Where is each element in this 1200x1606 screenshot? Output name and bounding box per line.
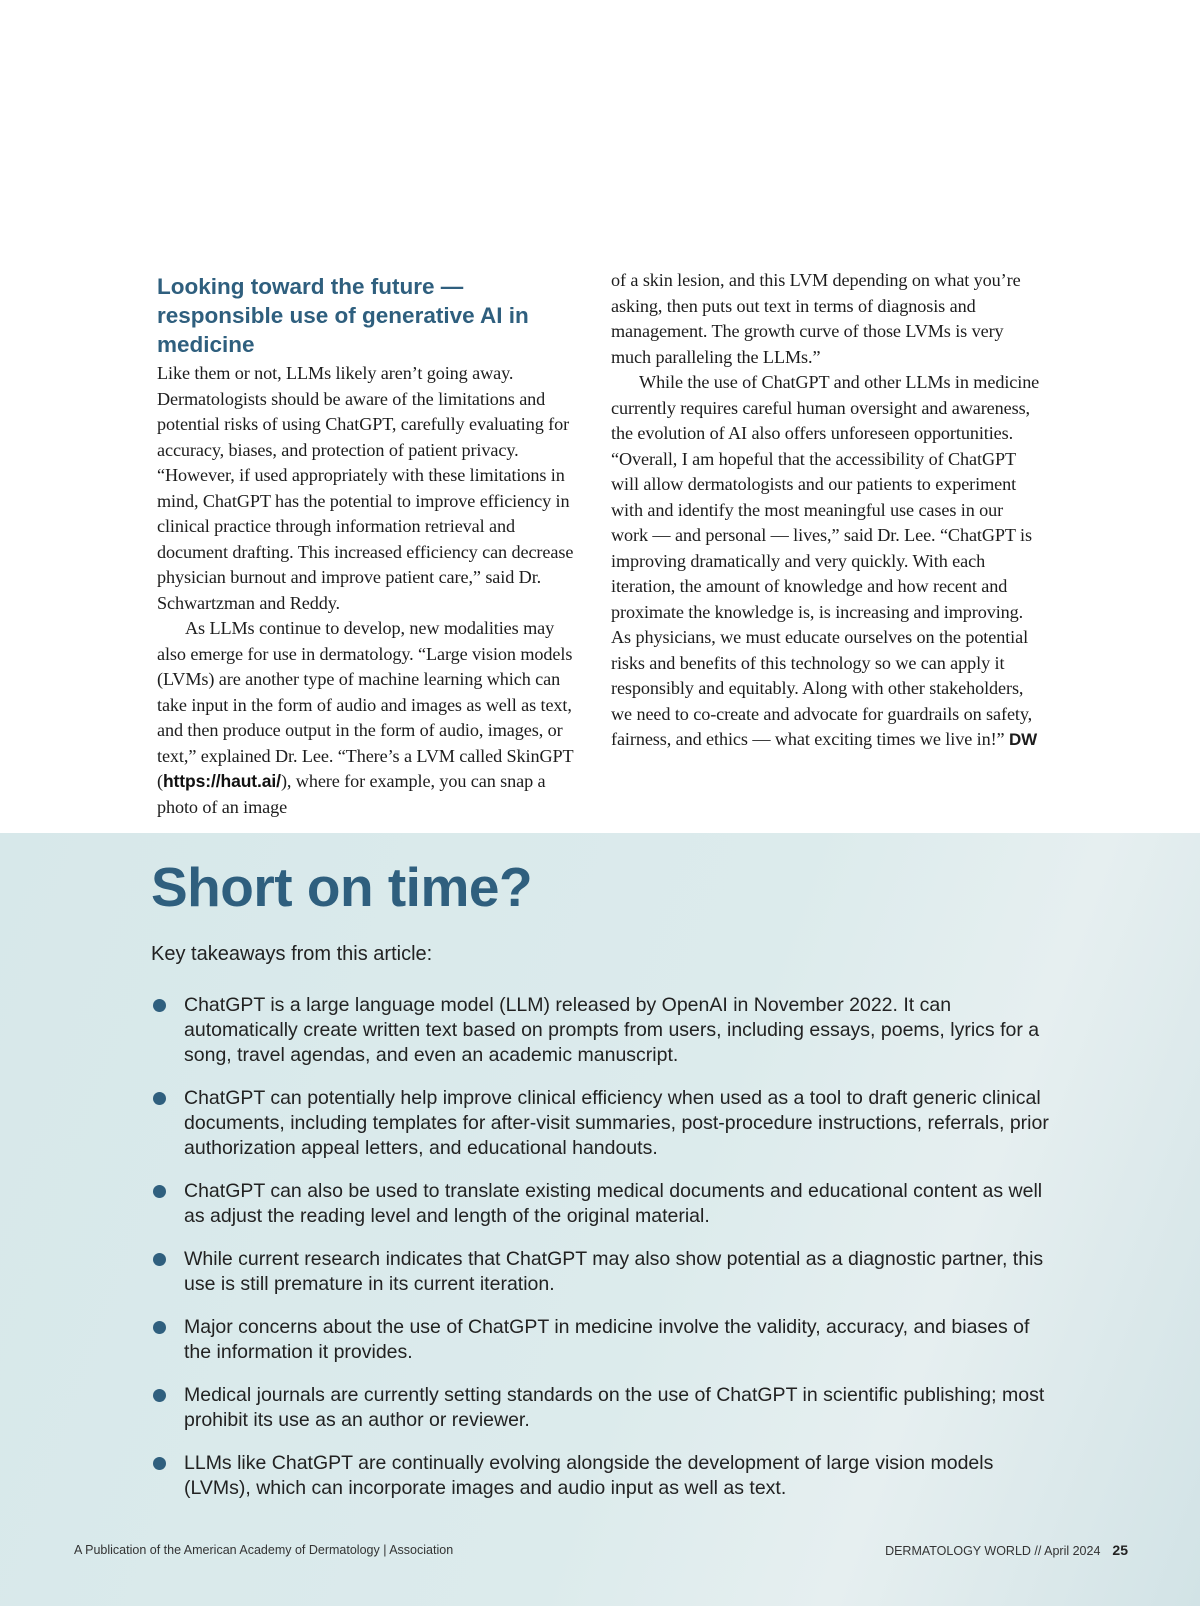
bullet-icon (153, 999, 166, 1012)
takeaway-item (151, 1451, 1051, 1501)
bullet-icon (153, 1092, 166, 1105)
takeaway-item (151, 1247, 1051, 1297)
section-heading: Looking toward the future — responsible use of generative AI in medicine (157, 274, 529, 357)
takeaway-text: ChatGPT can potentially help improve clinical efficiency when used as a tool to draft generic clinical documents, including templates for after-visit summaries, post-procedure instructions, referrals, prior authorization appeal letters, and educational handouts. (184, 1087, 1049, 1159)
takeaway-item (151, 1383, 1051, 1433)
takeaway-text: ChatGPT can also be used to translate existing medical documents and educational content as well as adjust the reading level and length of the original material. (184, 1180, 1043, 1227)
footer-publication: DERMATOLOGY WORLD // April 2024 (885, 1544, 1101, 1558)
takeaway-text: Major concerns about the use of ChatGPT in medicine involve the validity, accuracy, and biases of the information it provides. (184, 1316, 1030, 1363)
paragraph-1: Like them or not, LLMs likely aren’t going away. Dermatologists should be aware of the limitations and potential risks of using ChatGPT, carefully evaluating for accuracy, biases, and protection of patient privacy. “However, if used appropriately with these limitations in mind, ChatGPT has the potential to improve efficiency in clinical practice through information retrieval and document drafting. This increased efficiency can decrease physician burnout and improve patient care,” said Dr. Schwartzman and Reddy. (157, 363, 574, 613)
bullet-icon (153, 1321, 166, 1334)
article-right-column (611, 268, 1043, 820)
takeaway-item (151, 1179, 1051, 1229)
paragraph-3: of a skin lesion, and this LVM depending on what you’re asking, then puts out text in terms of diagnosis and management. The growth curve of those LVMs is very much paralleling the LLMs.” (611, 270, 1021, 367)
paragraph-2-text-a: As LLMs continue to develop, new modalities may also emerge for use in dermatology. “Large vision models (LVMs) are another type of machine learning which can take input in the form of audio and images as well as text, and then produce output in the form of audio, images, or text,” explained Dr. Lee. “There’s a LVM called SkinGPT ( (157, 618, 574, 791)
bullet-icon (153, 1389, 166, 1402)
takeaway-item (151, 1315, 1051, 1365)
takeaway-text: ChatGPT is a large language model (LLM) released by OpenAI in November 2022. It can automatically create written text based on prompts from users, including essays, poems, lyrics for a song, travel agendas, and even an academic manuscript. (184, 994, 1040, 1066)
paragraph-2-text-b: ), where for example, you can snap a photo of an image (157, 771, 546, 817)
summary-intro: Key takeaways from this article: (151, 943, 433, 965)
page-number: 25 (1112, 1542, 1128, 1558)
article-left-column (157, 268, 587, 820)
takeaway-text: Medical journals are currently setting standards on the use of ChatGPT in scientific publishing; most prohibit its use as an author or reviewer. (184, 1384, 1045, 1431)
paragraph-4-text: While the use of ChatGPT and other LLMs in medicine currently requires careful human oversight and awareness, the evolution of AI also offers unforeseen opportunities. “Overall, I am hopeful that the accessibility of ChatGPT will allow dermatologists and our patients to experiment with and identify the most meaningful use cases in our work — and personal — lives,” said Dr. Lee. “ChatGPT is improving dramatically and very quickly. With each iteration, the amount of knowledge and how recent and proximate the knowledge is, is increasing and improving. As physicians, we must educate ourselves on the potential risks and benefits of this technology so we can apply it responsibly and equitably. Along with other stakeholders, we need to co-create and advocate for guardrails on safety, fairness, and ethics — what exciting times we live in!” (611, 372, 1040, 749)
dw-signature: DW (1008, 730, 1038, 749)
takeaways-list (151, 993, 1051, 1519)
bullet-icon (153, 1457, 166, 1470)
takeaway-item (151, 993, 1051, 1068)
bullet-icon (153, 1253, 166, 1266)
skingpt-link[interactable]: https://haut.ai/ (162, 771, 281, 791)
takeaway-text: LLMs like ChatGPT are continually evolving alongside the development of large vision models (LVMs), which can incorporate images and audio input as well as text. (184, 1452, 994, 1499)
bullet-icon (153, 1185, 166, 1198)
takeaway-text: While current research indicates that ChatGPT may also show potential as a diagnostic partner, this use is still premature in its current iteration. (184, 1248, 1044, 1295)
takeaway-item (151, 1086, 1051, 1161)
footer-right (885, 1542, 1128, 1558)
footer-publisher: A Publication of the American Academy of Dermatology | Association (74, 1543, 454, 1557)
summary-panel (0, 833, 1200, 1606)
summary-title: Short on time? (151, 856, 533, 918)
paragraph-4 (611, 370, 1043, 753)
paragraph-2 (157, 616, 587, 820)
article-body (157, 268, 1043, 820)
